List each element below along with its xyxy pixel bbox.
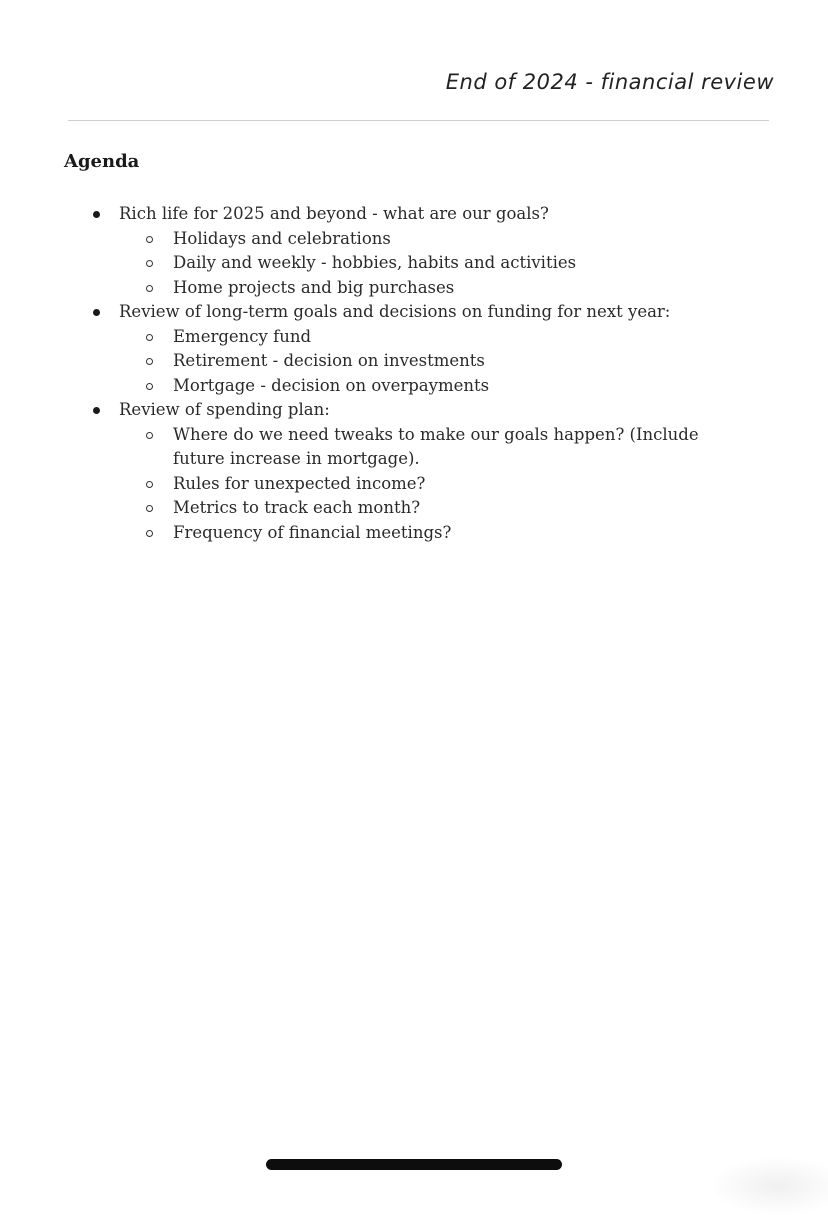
document-title: End of 2024 - financial review <box>445 70 774 94</box>
bullet-disc-icon <box>93 211 100 218</box>
agenda-sub-list <box>119 325 719 399</box>
agenda-sub-item <box>173 496 719 521</box>
agenda-sub-item <box>173 325 719 350</box>
agenda-sub-item-text: Retirement - decision on investments <box>173 351 485 370</box>
header-divider <box>68 120 769 121</box>
agenda-sub-item-text: Daily and weekly - hobbies, habits and activities <box>173 253 577 272</box>
agenda-sub-item-text: Frequency of financial meetings? <box>173 522 452 542</box>
agenda-sub-item <box>173 521 719 546</box>
bullet-circle-icon <box>146 285 153 292</box>
agenda-sub-item-text: Home projects and big purchases <box>173 277 455 297</box>
agenda-sub-item <box>173 276 719 301</box>
bullet-circle-icon <box>146 530 153 537</box>
agenda-list <box>119 202 719 545</box>
bullet-disc-icon <box>93 309 100 316</box>
agenda-sub-list <box>119 423 719 546</box>
home-indicator[interactable] <box>266 1159 562 1170</box>
agenda-heading: Agenda <box>64 151 140 172</box>
bullet-circle-icon <box>146 481 153 488</box>
bullet-circle-icon <box>146 334 153 341</box>
agenda-item <box>119 398 719 545</box>
bullet-circle-icon <box>146 383 153 390</box>
agenda-sub-item <box>173 472 719 497</box>
agenda-item-text: Review of spending plan: <box>119 400 330 419</box>
agenda-sub-item <box>173 374 719 399</box>
agenda-item-text: Review of long-term goals and decisions on funding for next year: <box>119 302 671 321</box>
agenda-item-text: Rich life for 2025 and beyond - what are our goals? <box>119 204 549 223</box>
agenda-sub-item <box>173 349 719 374</box>
bullet-circle-icon <box>146 358 153 365</box>
agenda-sub-item-text: Metrics to track each month? <box>173 498 421 517</box>
agenda-sub-item <box>173 227 719 252</box>
agenda-sub-item-text: Rules for unexpected income? <box>173 473 426 493</box>
agenda-sub-item <box>173 251 719 276</box>
agenda-sub-list <box>119 227 719 301</box>
bullet-circle-icon <box>146 505 153 512</box>
bullet-circle-icon <box>146 260 153 267</box>
agenda-item <box>119 202 719 300</box>
agenda-sub-item <box>173 423 719 472</box>
corner-shadow <box>708 1156 828 1216</box>
agenda-sub-item-text: Where do we need tweaks to make our goals happen? (Include future increase in mortgage). <box>173 424 699 468</box>
agenda-sub-item-text: Holidays and celebrations <box>173 228 391 248</box>
bullet-circle-icon <box>146 432 153 439</box>
agenda-item <box>119 300 719 398</box>
bullet-circle-icon <box>146 236 153 243</box>
agenda-sub-item-text: Mortgage - decision on overpayments <box>173 375 490 395</box>
bullet-disc-icon <box>93 407 100 414</box>
agenda-sub-item-text: Emergency fund <box>173 326 312 346</box>
